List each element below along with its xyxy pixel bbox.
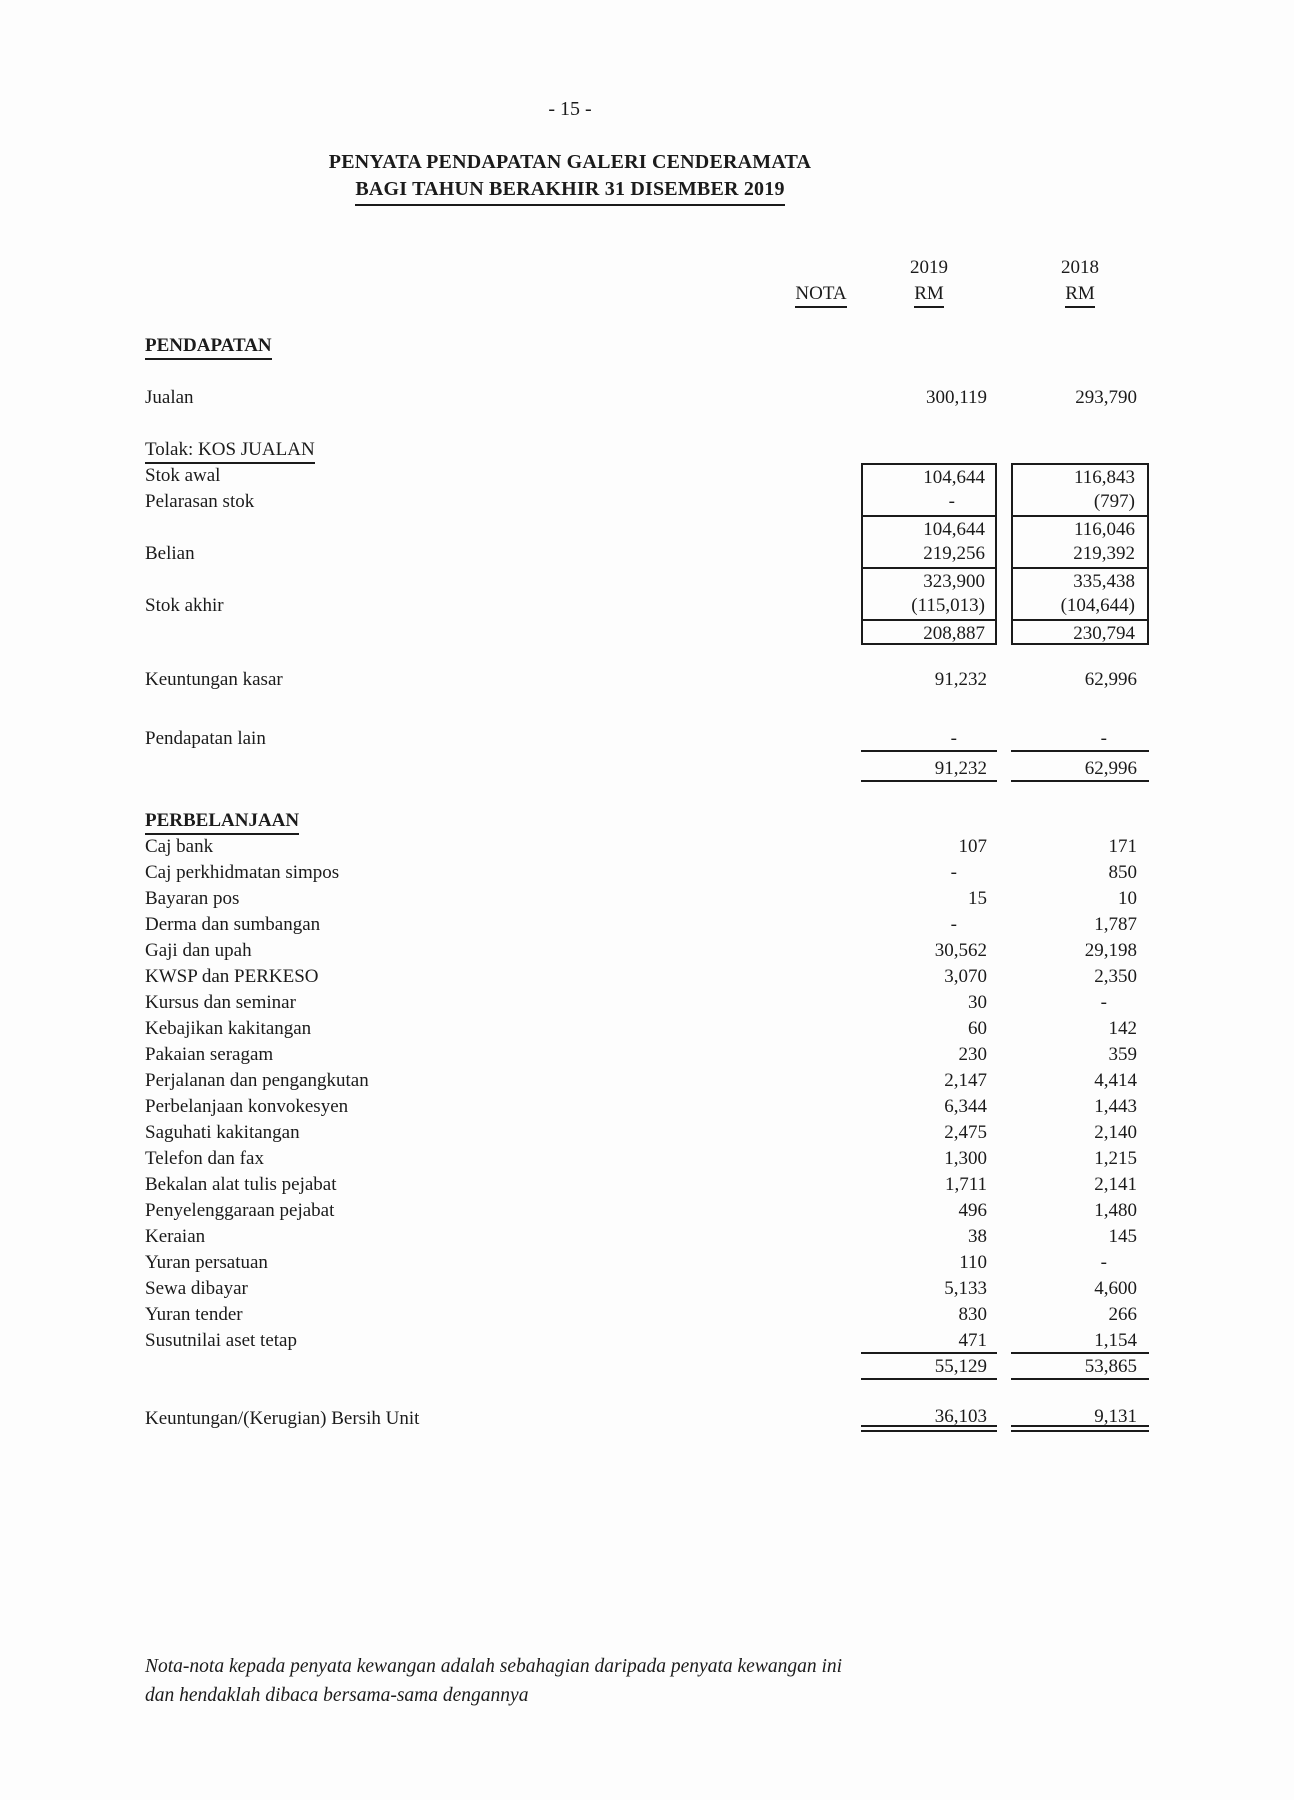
column-gap	[997, 964, 1011, 990]
column-gap	[997, 333, 1011, 359]
row-label	[145, 834, 781, 860]
statement-row	[145, 1302, 1149, 1328]
row-label	[145, 593, 781, 619]
column-gap	[997, 1120, 1011, 1146]
column-header-labels-row	[145, 281, 1149, 307]
statement-row	[145, 1328, 1149, 1354]
row-label-text: Kebajikan kakitangan	[145, 1018, 312, 1039]
statement-row	[145, 726, 1149, 752]
value-2019: 1,300	[944, 1148, 987, 1169]
column-gap	[997, 1068, 1011, 1094]
value-2019: 55,129	[861, 1354, 997, 1380]
value-2018	[1011, 333, 1149, 359]
column-gap	[997, 1016, 1011, 1042]
row-label	[145, 1094, 781, 1120]
value-2019: 830	[958, 1304, 987, 1325]
row-label	[145, 333, 781, 359]
value-2019: 6,344	[944, 1096, 987, 1117]
row-label-text: Perjalanan dan pengangkutan	[145, 1070, 369, 1091]
value-2018: 4,600	[1094, 1278, 1137, 1299]
column-gap	[997, 281, 1011, 307]
value-2019: (115,013)	[861, 593, 997, 619]
nota-cell	[781, 1172, 861, 1198]
nota-cell	[781, 1224, 861, 1250]
section-header-row	[145, 808, 1149, 834]
nota-cell	[781, 1354, 861, 1380]
row-label-text: Perbelanjaan konvokesyen	[145, 1096, 349, 1117]
row-label-text: Bekalan alat tulis pejabat	[145, 1174, 337, 1195]
statement-row	[145, 489, 1149, 515]
row-label	[145, 1198, 781, 1224]
value-2019: 5,133	[944, 1278, 987, 1299]
header-spacer	[781, 255, 861, 281]
row-label-text: Yuran tender	[145, 1304, 243, 1325]
header-spacer	[145, 255, 781, 281]
column-gap	[997, 385, 1011, 411]
value-2018: 29,198	[1084, 940, 1137, 961]
column-gap	[997, 938, 1011, 964]
statement-row	[145, 567, 1149, 593]
value-2018: 62,996	[1011, 756, 1149, 782]
value-2019: 30	[968, 992, 987, 1013]
row-label	[145, 1354, 781, 1380]
row-label	[145, 463, 781, 489]
value-2018: 1,787	[1094, 914, 1137, 935]
column-gap	[997, 1406, 1011, 1432]
column-gap	[997, 1302, 1011, 1328]
rm-header-current	[861, 281, 997, 307]
statement-row	[145, 1224, 1149, 1250]
statement-row	[145, 619, 1149, 645]
value-2018: 116,046	[1011, 515, 1149, 541]
value-2018: 10	[1118, 888, 1137, 909]
column-gap	[997, 1250, 1011, 1276]
statement-row	[145, 515, 1149, 541]
row-label-text: PERBELANJAAN	[145, 809, 299, 835]
row-label	[145, 619, 781, 645]
row-label	[145, 938, 781, 964]
statement-row	[145, 1198, 1149, 1224]
statement-row	[145, 1146, 1149, 1172]
value-2018: 219,392	[1011, 541, 1149, 567]
value-2019: 323,900	[861, 567, 997, 593]
row-label	[145, 964, 781, 990]
statement-row	[145, 463, 1149, 489]
value-2018: 53,865	[1011, 1354, 1149, 1380]
value-2018: 142	[1108, 1018, 1137, 1039]
column-gap	[997, 726, 1011, 752]
statement-row	[145, 1068, 1149, 1094]
section-header-row	[145, 333, 1149, 359]
value-2019: 107	[958, 836, 987, 857]
value-2018: 2,350	[1094, 966, 1137, 987]
column-gap	[997, 667, 1011, 693]
row-label-text: Caj bank	[145, 836, 214, 857]
value-2018: 2,141	[1094, 1174, 1137, 1195]
row-label	[145, 808, 781, 834]
value-2019: 36,103	[861, 1406, 997, 1432]
value-2019: 2,475	[944, 1122, 987, 1143]
column-gap	[997, 886, 1011, 912]
value-2019: -	[950, 914, 957, 935]
statement-rows	[145, 333, 1149, 1432]
column-gap	[997, 860, 1011, 886]
value-2019: 2,147	[944, 1070, 987, 1091]
statement-table	[145, 255, 1149, 1432]
row-label	[145, 886, 781, 912]
value-2019: -	[950, 862, 957, 883]
value-2019: 208,887	[861, 619, 997, 645]
column-gap	[997, 1042, 1011, 1068]
nota-cell	[781, 593, 861, 619]
nota-cell	[781, 1094, 861, 1120]
year-prior-header: 2018	[1061, 257, 1099, 278]
nota-cell	[781, 726, 861, 752]
nota-cell	[781, 619, 861, 645]
footer-note	[145, 1652, 1045, 1710]
row-label	[145, 1172, 781, 1198]
value-2018: -	[1100, 1252, 1107, 1273]
nota-cell	[781, 756, 861, 782]
statement-subtitle-text: BAGI TAHUN BERAKHIR 31 DISEMBER 2019	[355, 176, 784, 206]
row-label-text: PENDAPATAN	[145, 334, 272, 360]
statement-row	[145, 541, 1149, 567]
value-2019: 3,070	[944, 966, 987, 987]
value-2019: 1,711	[944, 1174, 987, 1195]
value-2018: 1,443	[1094, 1096, 1137, 1117]
value-2018: 266	[1108, 1304, 1137, 1325]
nota-cell	[781, 834, 861, 860]
column-gap	[997, 463, 1011, 489]
nota-header	[781, 281, 861, 307]
row-label-text: Penyelenggaraan pejabat	[145, 1200, 335, 1221]
value-2018: 850	[1108, 862, 1137, 883]
row-label-text: Pelarasan stok	[145, 491, 255, 512]
value-2019: 110	[959, 1252, 987, 1273]
statement-row	[145, 593, 1149, 619]
value-2019: 219,256	[861, 541, 997, 567]
nota-cell	[781, 463, 861, 489]
nota-cell	[781, 1016, 861, 1042]
nota-cell	[781, 990, 861, 1016]
column-gap	[997, 1094, 1011, 1120]
column-gap	[997, 1198, 1011, 1224]
row-label-text: Jualan	[145, 387, 194, 408]
row-label-text: Saguhati kakitangan	[145, 1122, 300, 1143]
value-2018: 1,480	[1094, 1200, 1137, 1221]
row-label-text: Kursus dan seminar	[145, 992, 296, 1013]
nota-cell	[781, 541, 861, 567]
value-2019	[861, 437, 997, 463]
value-2019	[861, 808, 997, 834]
nota-cell	[781, 912, 861, 938]
row-label-text: Tolak: KOS JUALAN	[145, 438, 315, 464]
column-gap	[997, 990, 1011, 1016]
row-label-text: Telefon dan fax	[145, 1148, 264, 1169]
nota-cell	[781, 1250, 861, 1276]
value-2019: 60	[968, 1018, 987, 1039]
row-label	[145, 541, 781, 567]
rm-header-prior	[1011, 281, 1149, 307]
nota-cell	[781, 1146, 861, 1172]
row-label	[145, 1068, 781, 1094]
value-2019: 104,644	[861, 463, 997, 489]
rm-header-text: RM	[914, 282, 944, 308]
row-label-text: Pendapatan lain	[145, 728, 266, 749]
value-2018: 116,843	[1011, 463, 1149, 489]
statement-row	[145, 912, 1149, 938]
column-gap	[997, 1354, 1011, 1380]
nota-cell	[781, 938, 861, 964]
value-2019: 496	[958, 1200, 987, 1221]
row-label	[145, 1120, 781, 1146]
nota-cell	[781, 860, 861, 886]
row-label	[145, 1016, 781, 1042]
row-label-text: Susutnilai aset tetap	[145, 1330, 297, 1351]
nota-cell	[781, 333, 861, 359]
row-label	[145, 385, 781, 411]
statement-row	[145, 990, 1149, 1016]
statement-row	[145, 385, 1149, 411]
column-gap	[997, 756, 1011, 782]
value-2018: 4,414	[1094, 1070, 1137, 1091]
statement-row	[145, 1042, 1149, 1068]
column-gap	[997, 515, 1011, 541]
row-label-text: Keraian	[145, 1226, 206, 1247]
row-label	[145, 1276, 781, 1302]
column-gap	[997, 912, 1011, 938]
statement-row	[145, 437, 1149, 463]
statement-row	[145, 1276, 1149, 1302]
column-gap	[997, 437, 1011, 463]
statement-row	[145, 1250, 1149, 1276]
page-number: - 15 -	[548, 98, 592, 120]
value-2018: 359	[1108, 1044, 1137, 1065]
row-label	[145, 726, 781, 752]
nota-cell	[781, 964, 861, 990]
value-2018: 1,154	[1011, 1328, 1149, 1354]
nota-cell	[781, 1276, 861, 1302]
value-2018: 62,996	[1084, 669, 1137, 690]
row-label	[145, 667, 781, 693]
row-label	[145, 860, 781, 886]
column-gap	[997, 541, 1011, 567]
year-current-header: 2019	[910, 257, 948, 278]
nota-cell	[781, 515, 861, 541]
nota-header-text: NOTA	[795, 282, 846, 308]
column-gap	[997, 1172, 1011, 1198]
nota-cell	[781, 489, 861, 515]
value-2019: -	[861, 489, 997, 515]
statement-row	[145, 886, 1149, 912]
row-label	[145, 1250, 781, 1276]
column-gap	[997, 1276, 1011, 1302]
value-2019: 91,232	[861, 756, 997, 782]
value-2018: 335,438	[1011, 567, 1149, 593]
row-label-text: Stok akhir	[145, 595, 224, 616]
value-2018: 1,215	[1094, 1148, 1137, 1169]
row-label	[145, 756, 781, 782]
statement-row	[145, 860, 1149, 886]
value-2019: 15	[968, 888, 987, 909]
page-header	[145, 0, 995, 206]
footer-note-line2: dan hendaklah dibaca bersama-sama dengannya	[145, 1685, 529, 1706]
column-header-years-row	[145, 255, 1149, 281]
value-2019: -	[861, 726, 997, 752]
row-label-text: Gaji dan upah	[145, 940, 252, 961]
row-label-text: KWSP dan PERKESO	[145, 966, 319, 987]
column-gap	[997, 619, 1011, 645]
value-2018: (797)	[1011, 489, 1149, 515]
statement-row	[145, 667, 1149, 693]
row-label	[145, 1302, 781, 1328]
statement-row	[145, 1094, 1149, 1120]
value-2018: -	[1011, 726, 1149, 752]
statement-row	[145, 964, 1149, 990]
value-2018: 9,131	[1011, 1406, 1149, 1432]
row-label-text: Belian	[145, 543, 195, 564]
row-label	[145, 489, 781, 515]
row-label	[145, 1406, 781, 1432]
value-2018: (104,644)	[1011, 593, 1149, 619]
nota-cell	[781, 667, 861, 693]
statement-row	[145, 1016, 1149, 1042]
nota-cell	[781, 1198, 861, 1224]
statement-row	[145, 1120, 1149, 1146]
row-label-text: Pakaian seragam	[145, 1044, 274, 1065]
row-label-text: Bayaran pos	[145, 888, 240, 909]
nota-cell	[781, 1406, 861, 1432]
nota-cell	[781, 808, 861, 834]
value-2019: 38	[968, 1226, 987, 1247]
value-2018	[1011, 437, 1149, 463]
value-2019: 230	[958, 1044, 987, 1065]
column-gap	[997, 1224, 1011, 1250]
row-label	[145, 1224, 781, 1250]
value-2018	[1011, 808, 1149, 834]
row-label	[145, 1328, 781, 1354]
value-2018: 145	[1108, 1226, 1137, 1247]
statement-row	[145, 938, 1149, 964]
statement-row	[145, 1406, 1149, 1432]
row-label	[145, 437, 781, 463]
column-gap	[997, 1328, 1011, 1354]
column-gap	[997, 593, 1011, 619]
row-label	[145, 515, 781, 541]
value-2019	[861, 333, 997, 359]
row-label-text: Keuntungan/(Kerugian) Bersih Unit	[145, 1408, 420, 1429]
row-label-text: Derma dan sumbangan	[145, 914, 321, 935]
nota-cell	[781, 886, 861, 912]
row-label	[145, 990, 781, 1016]
row-label-text: Keuntungan kasar	[145, 669, 283, 690]
row-label	[145, 1146, 781, 1172]
nota-cell	[781, 1042, 861, 1068]
statement-row	[145, 756, 1149, 782]
nota-cell	[781, 1068, 861, 1094]
value-2018: -	[1100, 992, 1107, 1013]
header-spacer	[145, 281, 781, 307]
value-2019: 91,232	[934, 669, 987, 690]
row-label	[145, 1042, 781, 1068]
row-label-text: Sewa dibayar	[145, 1278, 248, 1299]
footer-note-line1: Nota-nota kepada penyata kewangan adalah sebahagian daripada penyata kewangan ini	[145, 1656, 843, 1677]
column-gap	[997, 567, 1011, 593]
column-gap	[997, 1146, 1011, 1172]
column-gap	[997, 255, 1011, 281]
row-label	[145, 567, 781, 593]
row-label-text: Yuran persatuan	[145, 1252, 268, 1273]
row-label-text: Stok awal	[145, 465, 221, 486]
value-2019: 104,644	[861, 515, 997, 541]
statement-title: PENYATA PENDAPATAN GALERI CENDERAMATA	[328, 151, 812, 173]
nota-cell	[781, 567, 861, 593]
value-2018: 171	[1108, 836, 1137, 857]
nota-cell	[781, 1328, 861, 1354]
value-2019: 471	[861, 1328, 997, 1354]
row-label	[145, 912, 781, 938]
value-2019: 30,562	[934, 940, 987, 961]
statement-row	[145, 834, 1149, 860]
nota-cell	[781, 1120, 861, 1146]
statement-subtitle	[145, 176, 995, 206]
nota-cell	[781, 1302, 861, 1328]
rm-header-text: RM	[1065, 282, 1095, 308]
nota-cell	[781, 385, 861, 411]
statement-row	[145, 1172, 1149, 1198]
column-gap	[997, 808, 1011, 834]
value-2018: 230,794	[1011, 619, 1149, 645]
column-gap	[997, 489, 1011, 515]
row-label-text: Caj perkhidmatan simpos	[145, 862, 340, 883]
value-2019: 300,119	[925, 387, 987, 408]
column-gap	[997, 834, 1011, 860]
statement-row	[145, 1354, 1149, 1380]
value-2018: 2,140	[1094, 1122, 1137, 1143]
nota-cell	[781, 437, 861, 463]
value-2018: 293,790	[1075, 387, 1137, 408]
